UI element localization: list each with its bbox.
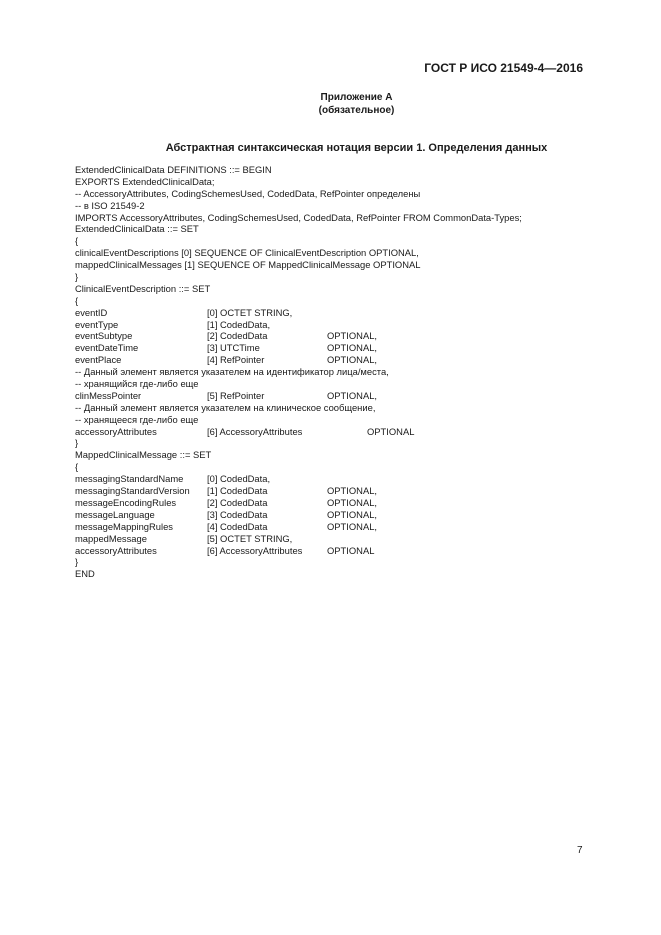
code-field: ExtendedClinicalData ::= SET bbox=[75, 223, 199, 235]
code-line bbox=[75, 200, 595, 212]
code-line bbox=[75, 378, 595, 390]
code-field: clinicalEventDescriptions [0] SEQUENCE OF ClinicalEventDescription OPTIONAL, bbox=[75, 247, 419, 259]
code-line bbox=[75, 414, 595, 426]
code-qualifier: OPTIONAL, bbox=[327, 508, 378, 520]
code-field: mappedMessage bbox=[75, 532, 147, 544]
code-field: MappedClinicalMessage ::= SET bbox=[75, 449, 212, 461]
code-qualifier: OPTIONAL bbox=[327, 544, 375, 556]
annex-heading bbox=[26, 91, 661, 117]
code-type: [0] OCTET STRING, bbox=[207, 306, 293, 318]
code-qualifier: OPTIONAL, bbox=[327, 330, 378, 342]
code-line bbox=[75, 235, 595, 247]
code-line bbox=[75, 354, 595, 366]
code-field: eventID bbox=[75, 306, 108, 318]
code-field: -- хранящийся где-либо еще bbox=[75, 378, 199, 390]
code-line bbox=[75, 366, 595, 378]
code-type: [0] CodedData, bbox=[207, 473, 271, 485]
code-line bbox=[75, 283, 595, 295]
code-field: } bbox=[75, 437, 79, 449]
code-field: { bbox=[75, 294, 79, 306]
code-line bbox=[75, 176, 595, 188]
code-field: accessoryAttributes bbox=[75, 544, 157, 556]
code-line bbox=[75, 247, 595, 259]
code-field: { bbox=[75, 235, 79, 247]
code-field: } bbox=[75, 556, 79, 568]
code-line bbox=[75, 212, 595, 224]
code-line bbox=[75, 545, 595, 557]
code-line bbox=[75, 521, 595, 533]
code-qualifier: OPTIONAL bbox=[367, 425, 415, 437]
code-line bbox=[75, 223, 595, 235]
code-line bbox=[75, 497, 595, 509]
code-type: [2] CodedData bbox=[207, 496, 268, 508]
code-line bbox=[75, 509, 595, 521]
code-type: [5] RefPointer bbox=[207, 389, 265, 401]
code-field: ExtendedClinicalData DEFINITIONS ::= BEGIN bbox=[75, 164, 272, 175]
code-qualifier: OPTIONAL, bbox=[327, 520, 378, 532]
code-line bbox=[75, 485, 595, 497]
code-line bbox=[75, 271, 595, 283]
code-line bbox=[75, 437, 595, 449]
code-field: eventSubtype bbox=[75, 330, 133, 342]
code-line bbox=[75, 295, 595, 307]
code-line bbox=[75, 556, 595, 568]
code-line bbox=[75, 390, 595, 402]
code-type: [6] AccessoryAttributes bbox=[207, 544, 303, 556]
code-field: END bbox=[75, 568, 95, 580]
code-type: [1] CodedData bbox=[207, 485, 268, 497]
code-line bbox=[75, 164, 595, 176]
code-field: -- хранящееся где-либо еще bbox=[75, 413, 199, 425]
code-field: messageEncodingRules bbox=[75, 496, 177, 508]
code-field: accessoryAttributes bbox=[75, 425, 157, 437]
code-type: [5] OCTET STRING, bbox=[207, 532, 293, 544]
code-qualifier: OPTIONAL, bbox=[327, 342, 378, 354]
code-line bbox=[75, 533, 595, 545]
code-line bbox=[75, 188, 595, 200]
code-qualifier: OPTIONAL, bbox=[327, 496, 378, 508]
code-field: ClinicalEventDescription ::= SET bbox=[75, 282, 211, 294]
code-field: messageLanguage bbox=[75, 508, 155, 520]
code-line bbox=[75, 568, 595, 580]
code-field: } bbox=[75, 271, 79, 283]
standard-header: ГОСТ Р ИСО 21549-4—2016 bbox=[424, 61, 583, 75]
code-qualifier: OPTIONAL, bbox=[327, 485, 378, 497]
code-field: -- в ISO 21549-2 bbox=[75, 199, 145, 211]
code-field: mappedClinicalMessages [1] SEQUENCE OF MappedClinicalMessage OPTIONAL bbox=[75, 259, 421, 271]
code-line bbox=[75, 307, 595, 319]
code-field: EXPORTS ExtendedClinicalData; bbox=[75, 175, 215, 187]
code-line bbox=[75, 330, 595, 342]
code-field: messagingStandardVersion bbox=[75, 485, 190, 497]
code-field: -- Данный элемент является указателем на идентификатор лица/места, bbox=[75, 366, 389, 378]
page-number: 7 bbox=[577, 845, 583, 856]
code-field: messagingStandardName bbox=[75, 473, 184, 485]
code-field: messageMappingRules bbox=[75, 520, 173, 532]
code-line bbox=[75, 473, 595, 485]
asn1-code-block bbox=[75, 164, 595, 580]
code-field: clinMessPointer bbox=[75, 389, 142, 401]
code-field: eventPlace bbox=[75, 354, 122, 366]
code-qualifier: OPTIONAL, bbox=[327, 389, 378, 401]
code-line bbox=[75, 402, 595, 414]
code-type: [4] CodedData bbox=[207, 520, 268, 532]
code-type: [3] UTCTime bbox=[207, 342, 260, 354]
code-line bbox=[75, 426, 595, 438]
code-type: [6] AccessoryAttributes bbox=[207, 425, 303, 437]
code-qualifier: OPTIONAL, bbox=[327, 354, 378, 366]
code-type: [3] CodedData bbox=[207, 508, 268, 520]
code-field: eventDateTime bbox=[75, 342, 139, 354]
code-field: { bbox=[75, 461, 79, 473]
code-line bbox=[75, 342, 595, 354]
annex-status: (обязательное) bbox=[318, 105, 395, 116]
code-field: IMPORTS AccessoryAttributes, CodingSchemesUsed, CodedData, RefPointer FROM CommonData-Types; bbox=[75, 211, 522, 223]
code-type: [4] RefPointer bbox=[207, 354, 265, 366]
code-field: eventType bbox=[75, 318, 119, 330]
code-field: -- AccessoryAttributes, CodingSchemesUsed, CodedData, RefPointer определены bbox=[75, 187, 421, 199]
annex-title: Приложение А bbox=[320, 92, 393, 103]
code-line bbox=[75, 259, 595, 271]
code-type: [1] CodedData, bbox=[207, 318, 271, 330]
section-title: Абстрактная синтаксическая нотация версии 1. Определения данных bbox=[165, 142, 548, 154]
code-type: [2] CodedData bbox=[207, 330, 268, 342]
code-field: -- Данный элемент является указателем на клиническое сообщение, bbox=[75, 401, 376, 413]
code-line bbox=[75, 461, 595, 473]
code-line bbox=[75, 449, 595, 461]
code-line bbox=[75, 319, 595, 331]
